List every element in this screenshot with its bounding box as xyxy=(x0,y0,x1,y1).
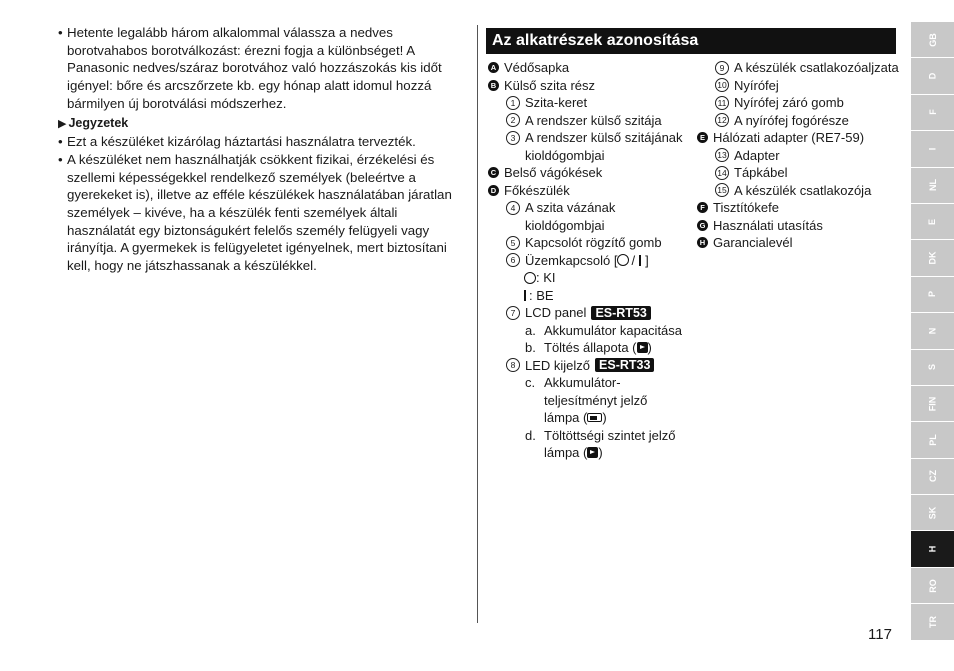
language-tab[interactable]: CZ xyxy=(911,459,954,495)
charging-plug-icon xyxy=(587,447,598,458)
model-badge: ES-RT33 xyxy=(595,358,654,372)
model-badge: ES-RT53 xyxy=(591,306,650,320)
power-off-icon xyxy=(524,272,536,284)
language-tab[interactable]: SK xyxy=(911,495,954,531)
power-on-icon xyxy=(639,255,641,266)
charging-plug-icon xyxy=(637,342,648,353)
part-item: B Külső szita rész xyxy=(488,77,700,95)
language-tab[interactable]: S xyxy=(911,350,954,386)
number-badge-icon: 12 xyxy=(715,113,729,127)
battery-icon xyxy=(587,413,602,422)
part-item: 2 A rendszer külső szitája xyxy=(488,112,700,130)
power-off-icon xyxy=(617,254,629,266)
letter-badge-icon: G xyxy=(697,220,708,231)
language-tab[interactable]: P xyxy=(911,277,954,313)
language-tab[interactable]: NL xyxy=(911,168,954,204)
power-on-icon xyxy=(524,290,526,301)
language-tab-active[interactable]: H xyxy=(911,531,954,567)
number-badge-icon: 6 xyxy=(506,253,520,267)
language-tabs xyxy=(911,22,954,641)
letter-badge-icon: C xyxy=(488,167,499,178)
part-item: 8 LED kijelző ES-RT33 xyxy=(488,357,700,375)
part-item: 15 A készülék csatlakozója xyxy=(697,182,907,200)
number-badge-icon: 1 xyxy=(506,96,520,110)
part-item: 13 Adapter xyxy=(697,147,907,165)
parts-list-left xyxy=(488,59,700,462)
language-tab[interactable]: FIN xyxy=(911,386,954,422)
part-item: 1 Szita-keret xyxy=(488,94,700,112)
letter-badge-icon: B xyxy=(488,80,499,91)
language-tab[interactable]: TR xyxy=(911,604,954,640)
switch-on-state: : BE xyxy=(488,287,700,305)
number-badge-icon: 15 xyxy=(715,183,729,197)
part-item: 10 Nyírófej xyxy=(697,77,907,95)
language-tab[interactable]: PL xyxy=(911,422,954,458)
language-tab[interactable]: D xyxy=(911,58,954,94)
number-badge-icon: 3 xyxy=(506,131,520,145)
number-badge-icon: 5 xyxy=(506,236,520,250)
part-item: 6 Üzemkapcsoló [ / ] xyxy=(488,252,700,270)
sub-item: c. Akkumulátor-teljesítményt jelző lámpa ( ) xyxy=(525,375,648,425)
sub-item: b. Töltés állapota ( ) xyxy=(525,340,652,355)
part-item: C Belső vágókések xyxy=(488,164,700,182)
part-item: E Hálózati adapter (RE7-59) xyxy=(697,129,907,147)
sub-item: d. Töltöttségi szintet jelző lámpa ( ) xyxy=(525,427,676,460)
letter-badge-icon: D xyxy=(488,185,499,196)
number-badge-icon: 8 xyxy=(506,358,520,372)
bullet-icon: • xyxy=(58,151,63,167)
number-badge-icon: 9 xyxy=(715,61,729,75)
part-item: F Tisztítókefe xyxy=(697,199,907,217)
number-badge-icon: 10 xyxy=(715,78,729,92)
number-badge-icon: 2 xyxy=(506,113,520,127)
language-tab[interactable]: F xyxy=(911,95,954,131)
part-item: 9 A készülék csatlakozóaljzata xyxy=(697,59,907,77)
part-item: 3 A rendszer külső szitájának kioldógombjai xyxy=(488,129,700,164)
language-tab[interactable]: GB xyxy=(911,22,954,58)
number-badge-icon: 7 xyxy=(506,306,520,320)
part-item: 12 A nyírófej fogórésze xyxy=(697,112,907,130)
part-item: 7 LCD panel ES-RT53 xyxy=(488,304,700,322)
sub-item: a. Akkumulátor kapacitása xyxy=(525,322,683,338)
switch-off-state: : KI xyxy=(488,269,700,287)
bullet-icon: • xyxy=(58,25,63,40)
note-household: • Ezt a készüléket kizárólag háztartási használatra tervezték. xyxy=(58,134,416,150)
language-tab[interactable]: N xyxy=(911,313,954,349)
page-number: 117 xyxy=(868,626,892,643)
number-badge-icon: 13 xyxy=(715,148,729,162)
column-divider xyxy=(477,25,478,623)
number-badge-icon: 11 xyxy=(715,96,729,110)
part-item: 5 Kapcsolót rögzítő gomb xyxy=(488,234,700,252)
part-item: 4 A szita vázának kioldógombjai xyxy=(488,199,700,234)
left-column xyxy=(58,24,458,275)
part-item: H Garancialevél xyxy=(697,234,907,252)
letter-badge-icon: E xyxy=(697,132,708,143)
triangle-right-icon: ▶ xyxy=(58,117,67,130)
language-tab[interactable]: E xyxy=(911,204,954,240)
letter-badge-icon: H xyxy=(697,237,708,248)
letter-badge-icon: F xyxy=(697,202,708,213)
number-badge-icon: 4 xyxy=(506,201,520,215)
language-tab[interactable]: DK xyxy=(911,240,954,276)
part-item: G Használati utasítás xyxy=(697,217,907,235)
notes-heading: ▶ Jegyzetek xyxy=(58,115,129,130)
section-title: Az alkatrészek azonosítása xyxy=(486,28,896,54)
part-item: 14 Tápkábel xyxy=(697,164,907,182)
parts-list-right xyxy=(697,59,907,252)
part-item: A Védősapka xyxy=(488,59,700,77)
note-persons: • A készüléket nem használhatják csökkent fizikai, érzékelési és szellemi képességekkel rendelkező személyek (beleértve a gyerekeket is), illetve az efféle készülékek használatában járatlan személyek – kivéve, ha a készülék fenti személyek általi használatát egy biztonságukért felelős személy felügyeli vagy irányítja. A gyermekek is felügyeletet igényelnek, mert biztosítani kell, hogy ne játszhassanak a készülékkel. xyxy=(58,151,452,274)
number-badge-icon: 14 xyxy=(715,166,729,180)
language-tab[interactable]: RO xyxy=(911,568,954,604)
part-item: D Főkészülék xyxy=(488,182,700,200)
paragraph-shaving-tip: • Hetente legalább három alkalommal válassza a nedves borotvahabos borotválkozást: érezni fogja a különbséget! A Panasonic nedves/száraz borotvához való hozzászokás kis időt igényel: bőre és arcszőrzete kb. egy hónap alatt idomul hozzá bármilyen új borotválási módszerhez. xyxy=(58,25,442,111)
bullet-icon: • xyxy=(58,134,63,150)
part-item: 11 Nyírófej záró gomb xyxy=(697,94,907,112)
language-tab[interactable]: I xyxy=(911,131,954,167)
letter-badge-icon: A xyxy=(488,62,499,73)
